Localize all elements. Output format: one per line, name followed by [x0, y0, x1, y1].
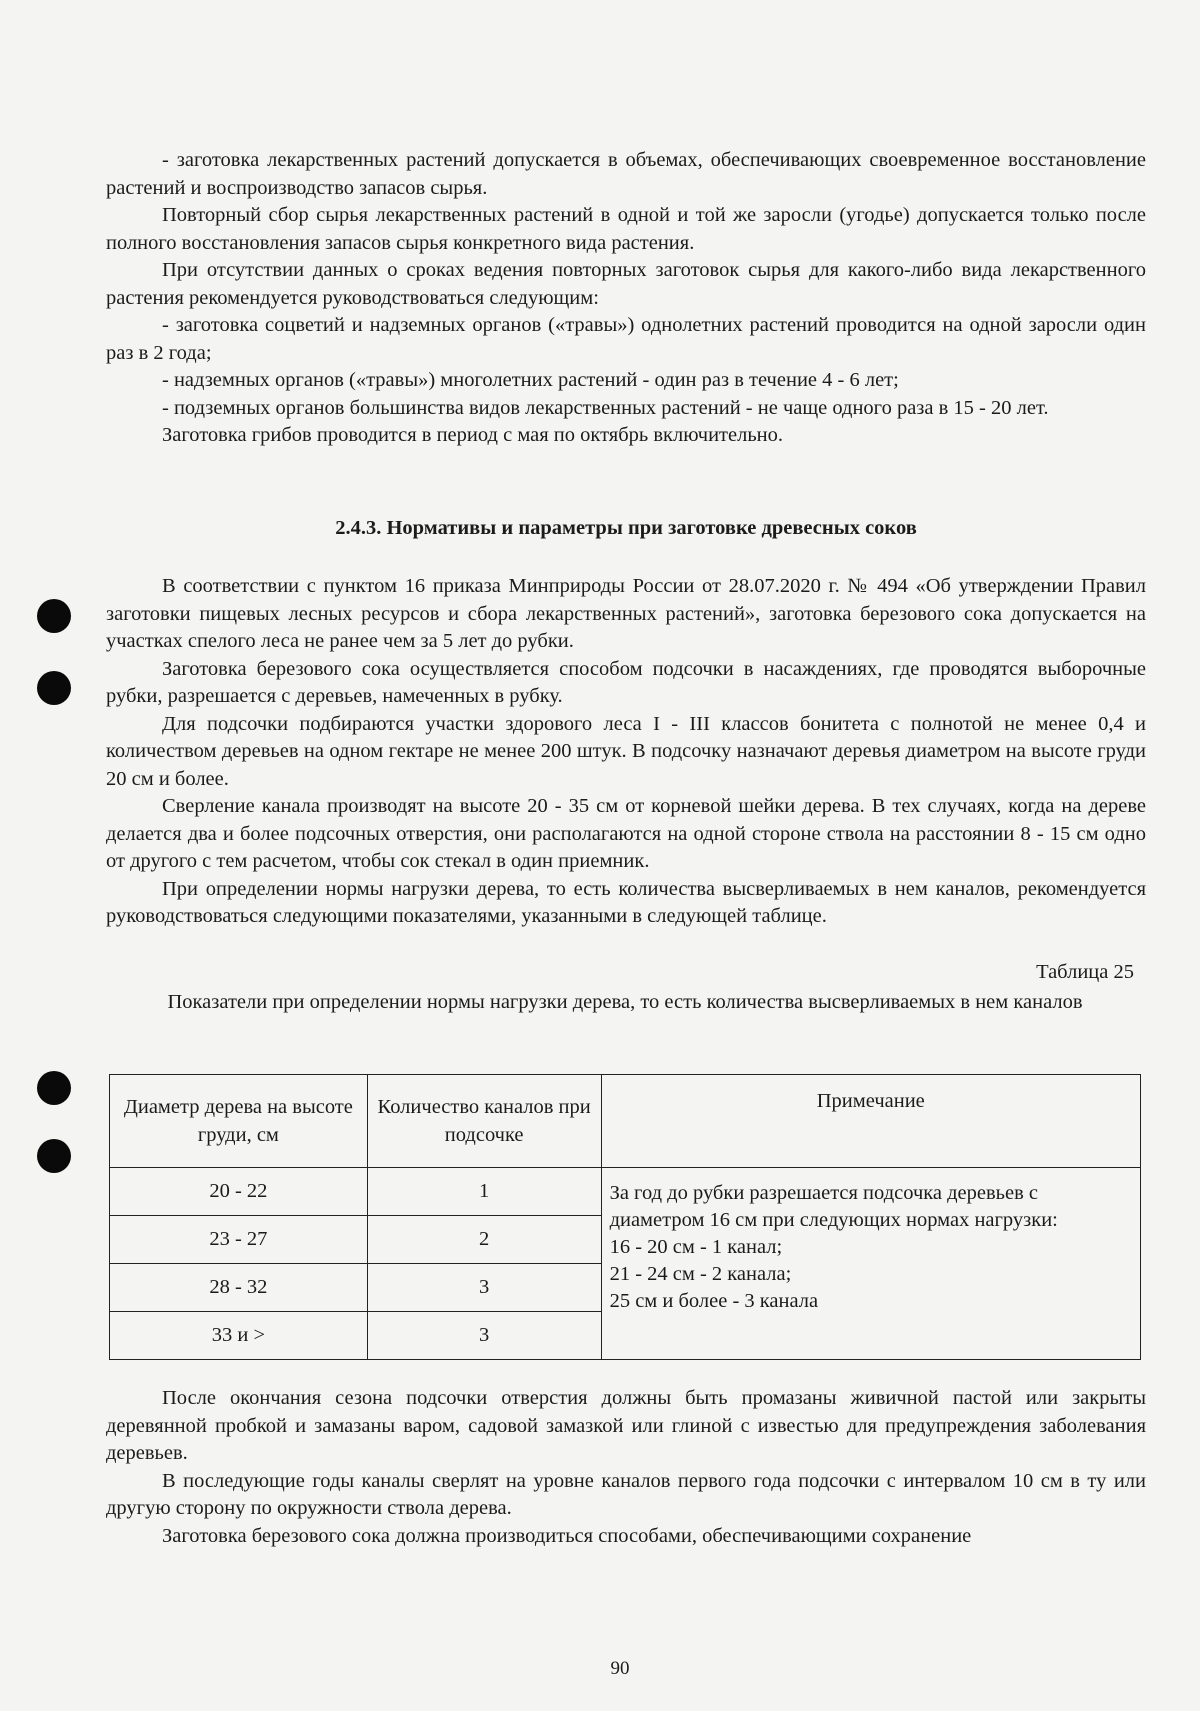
paragraph: В соответствии с пунктом 16 приказа Минприроды России от 28.07.2020 г. № 494 «Об утверждении Правил заготовки пищевых лесных ресурсов и сбора лекарственных растений», заготовка березового сока допускается на участках спелого леса не ранее чем за 5 лет до рубки.	[106, 575, 1146, 652]
paragraph: - заготовка соцветий и надземных органов («травы») однолетних растений проводится на одной заросли один раз в 2 года;	[106, 314, 1146, 364]
channels-cell: 3	[367, 1264, 601, 1312]
table-header-row	[110, 1075, 1141, 1168]
note-line: За год до рубки разрешается подсочка деревьев с диаметром 16 см при следующих нормах нагрузки:	[609, 1182, 1058, 1231]
header-note: Примечание	[601, 1075, 1140, 1168]
top-text-block	[106, 147, 1146, 450]
paragraph: - надземных органов («травы») многолетних растений - один раз в течение 4 - 6 лет;	[162, 369, 899, 391]
table-row	[110, 1168, 1141, 1216]
paragraph: Повторный сбор сырья лекарственных растений в одной и той же заросли (угодье) допускается только после полного восстановления запасов сырья конкретного вида растения.	[106, 204, 1146, 254]
header-channels: Количество каналов при подсочке	[367, 1075, 601, 1168]
note-line: 16 - 20 см - 1 канал;	[609, 1236, 783, 1258]
channels-cell: 3	[367, 1312, 601, 1360]
norms-table	[109, 1074, 1141, 1360]
paragraph: Заготовка грибов проводится в период с мая по октябрь включительно.	[162, 424, 784, 446]
page-number: 90	[610, 1658, 630, 1679]
channels-cell: 1	[367, 1168, 601, 1216]
channels-cell: 2	[367, 1216, 601, 1264]
note-line: 21 - 24 см - 2 канала;	[609, 1263, 792, 1285]
note-line: 25 см и более - 3 канала	[609, 1290, 819, 1312]
paragraph: - подземных органов большинства видов лекарственных растений - не чаще одного раза в 15 - 20 лет.	[162, 396, 1049, 419]
diameter-cell: 20 - 22	[110, 1168, 368, 1216]
paragraph: Сверление канала производят на высоте 20 - 35 см от корневой шейки дерева. В тех случаях, когда на дереве делается два и более подсочных отверстия, они располагаются на одной стороне ствола на расстоянии 8 - 15 см одно от другого с тем расчетом, чтобы сок стекал в один приемник.	[106, 795, 1146, 872]
diameter-cell: 33 и >	[110, 1312, 368, 1360]
punch-hole-3	[37, 1071, 71, 1105]
paragraph: При отсутствии данных о сроках ведения повторных заготовок сырья для какого-либо вида лекарственного растения рекомендуется руководствоваться следующим:	[106, 259, 1146, 309]
header-diameter: Диаметр дерева на высоте груди, см	[110, 1075, 368, 1168]
middle-text-block	[106, 573, 1146, 931]
table-number: Таблица 25	[1036, 961, 1134, 983]
paragraph: При определении нормы нагрузки дерева, то есть количества высверливаемых в нем каналов, рекомендуется руководствоваться следующими показателями, указанными в следующей таблице.	[106, 877, 1146, 927]
table-caption: Показатели при определении нормы нагрузки дерева, то есть количества высверливаемых в нем каналов	[167, 991, 1083, 1013]
paragraph: - заготовка лекарственных растений допускается в объемах, обеспечивающих своевременное восстановление растений и воспроизводство запасов сырья.	[106, 149, 1146, 199]
punch-hole-2	[37, 671, 71, 705]
note-cell	[601, 1168, 1140, 1360]
section-heading: 2.4.3. Нормативы и параметры при заготовке древесных соков	[335, 517, 917, 539]
diameter-cell: 28 - 32	[110, 1264, 368, 1312]
bottom-text-block	[106, 1385, 1146, 1550]
diameter-cell: 23 - 27	[110, 1216, 368, 1264]
paragraph: Заготовка березового сока должна производиться способами, обеспечивающими сохранение	[162, 1524, 972, 1547]
paragraph: В последующие годы каналы сверлят на уровне каналов первого года подсочки с интервалом 10 см в ту или другую сторону по окружности ствола дерева.	[106, 1469, 1146, 1519]
paragraph: Для подсочки подбираются участки здорового леса I - III классов бонитета с полнотой не менее 0,4 и количеством деревьев на одном гектаре не менее 200 штук. В подсочку назначают деревья диаметром на высоте груди 20 см и более.	[106, 712, 1146, 790]
punch-hole-4	[37, 1139, 71, 1173]
paragraph: После окончания сезона подсочки отверстия должны быть промазаны живичной пастой или закрыты деревянной пробкой и замазаны варом, садовой замазкой или глиной с известью для предупреждения заболевания деревьев.	[106, 1387, 1146, 1464]
paragraph: Заготовка березового сока осуществляется способом подсочки в насаждениях, где проводятся выборочные рубки, разрешается с деревьев, намеченных в рубку.	[106, 657, 1146, 707]
punch-hole-1	[37, 599, 71, 633]
